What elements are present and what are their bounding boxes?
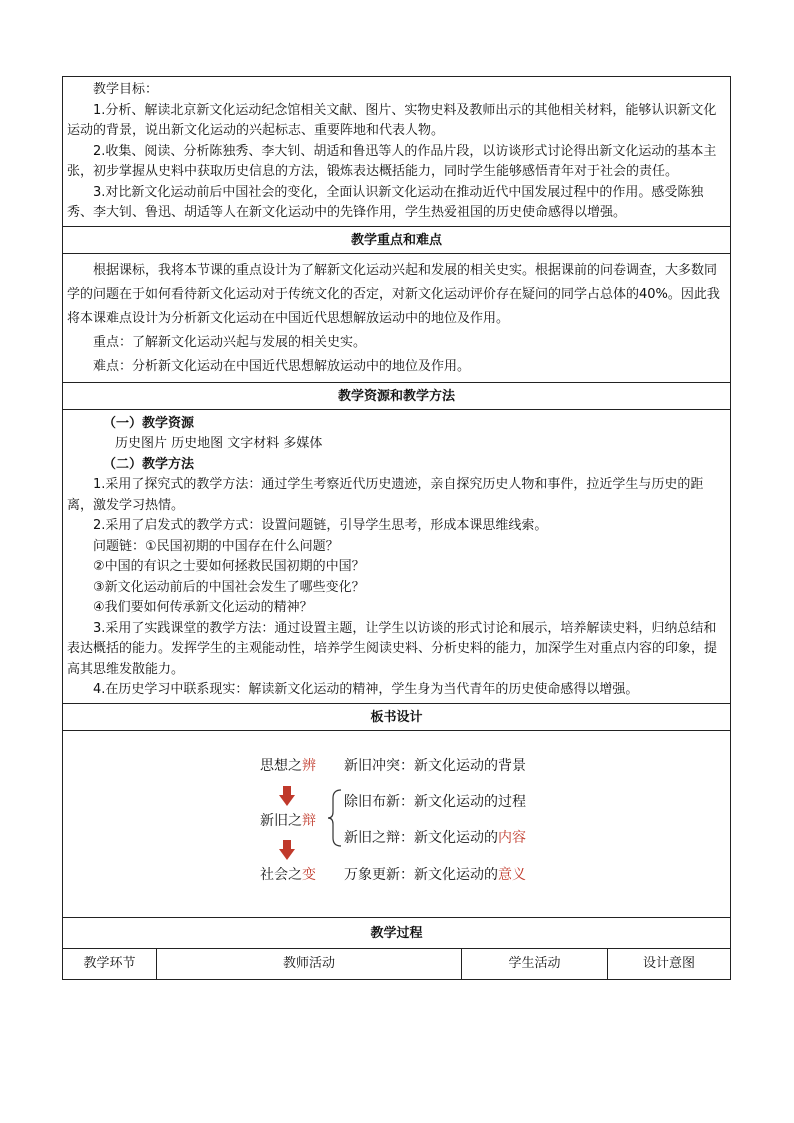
board-design bbox=[63, 731, 730, 918]
question-item: ②中国的有识之士要如何拯救民国初期的中国？ bbox=[93, 559, 365, 574]
key-points-paragraph: 根据课标，我将本节课的重点设计为了解新文化运动兴起和发展的相关史实。根据课前的问卷调查，大多数同学的问题在于如何看待新文化运动对于传统文化的否定，对新文化运动评价存在疑问的同学占总体的40%。因此我将本课难点设计为分析新文化运动在中国近代思想解放运动中的地位及作用。 bbox=[67, 262, 720, 326]
objective-item: 2.收集、阅读、分析陈独秀、李大钊、胡适和鲁迅等人的作品片段，以访谈形式讨论得出新文化运动的基本主张，初步掌握从史料中获取历史信息的方法，锻炼表达概括能力，同时学生能够感悟青年对于社会的责任。 bbox=[67, 143, 717, 179]
brace-icon bbox=[327, 788, 343, 848]
key-points-section bbox=[63, 254, 730, 383]
method-2: 2.采用了启发式的教学方式：设置问题链，引导学生思考，形成本课思维线索。 bbox=[93, 518, 548, 533]
question-chain: 问题链：①民国初期的中国存在什么问题？ bbox=[93, 538, 339, 554]
down-arrow-icon bbox=[279, 840, 295, 860]
method-3: 3.采用了实践课堂的教学方法：通过设置主题，让学生以访谈的形式讨论和展示，培养解读史料，归纳总结和表达概括的能力。发挥学生的主观能动性，培养学生阅读史料、分析史料的能力，加深学生对重点内容的印象，提高其思维发散能力。 bbox=[67, 620, 718, 677]
down-arrow-icon bbox=[279, 786, 295, 806]
column-header: 学生活动 bbox=[462, 949, 608, 979]
board-line-4-label: 社会之变 bbox=[260, 866, 316, 883]
column-header: 教学环节 bbox=[63, 949, 157, 979]
process-heading: 教学过程 bbox=[63, 918, 730, 949]
question-item: ③新文化运动前后的中国社会发生了哪些变化？ bbox=[93, 579, 365, 595]
resources-title: （一）教学资源 bbox=[103, 415, 195, 431]
column-header: 设计意图 bbox=[642, 955, 695, 971]
objectives-section bbox=[63, 77, 730, 227]
objective-item: 3.对比新文化运动前后中国社会的变化，全面认识新文化运动在推动近代中国发展过程中的作用。感受陈独秀、李大钊、鲁迅、胡适等人在新文化运动中的先锋作用，学生热爱祖国的历史使命感得以增强。 bbox=[67, 184, 704, 220]
method-4: 4.在历史学习中联系现实：解读新文化运动的精神，学生身为当代青年的历史使命感得以增强。 bbox=[93, 682, 639, 697]
objective-item: 1.分析、解读北京新文化运动纪念馆相关文献、图片、实物史料及教师出示的其他相关材料，能够认识新文化运动的背景，说出新文化运动的兴起标志、重要阵地和代表人物。 bbox=[67, 102, 717, 138]
lesson-plan-table bbox=[62, 76, 731, 980]
board-line-1-text: 新旧冲突：新文化运动的背景 bbox=[344, 757, 526, 774]
board-line-3-text: 新旧之辩：新文化运动的内容 bbox=[344, 829, 526, 846]
resources-items: 历史图片 历史地图 文字材料 多媒体 bbox=[115, 436, 323, 451]
objectives-title: 教学目标： bbox=[93, 82, 159, 97]
focus-text: 重点：了解新文化运动兴起与发展的相关史实。 bbox=[93, 334, 367, 350]
column-header: 教师活动 bbox=[157, 949, 462, 979]
key-points-heading: 教学重点和难点 bbox=[63, 227, 730, 254]
process-header-row bbox=[63, 949, 730, 979]
board-line-2-text: 除旧布新：新文化运动的过程 bbox=[344, 793, 526, 810]
board-line-4-text: 万象更新：新文化运动的意义 bbox=[344, 866, 526, 883]
resources-section bbox=[63, 410, 730, 704]
resources-heading: 教学资源和教学方法 bbox=[63, 383, 730, 410]
difficulty-text: 难点：分析新文化运动在中国近代思想解放运动中的地位及作用。 bbox=[93, 358, 471, 374]
board-heading: 板书设计 bbox=[63, 704, 730, 731]
board-line-1-label: 思想之辨 bbox=[260, 757, 316, 774]
board-line-2-label: 新旧之辩 bbox=[260, 812, 316, 829]
question-item: ④我们要如何传承新文化运动的精神？ bbox=[93, 600, 313, 615]
method-1: 1.采用了探究式的教学方法：通过学生考察近代历史遗迹，亲自探究历史人物和事件，拉近学生与历史的距离，激发学习热情。 bbox=[67, 477, 704, 513]
methods-title: （二）教学方法 bbox=[103, 456, 195, 472]
